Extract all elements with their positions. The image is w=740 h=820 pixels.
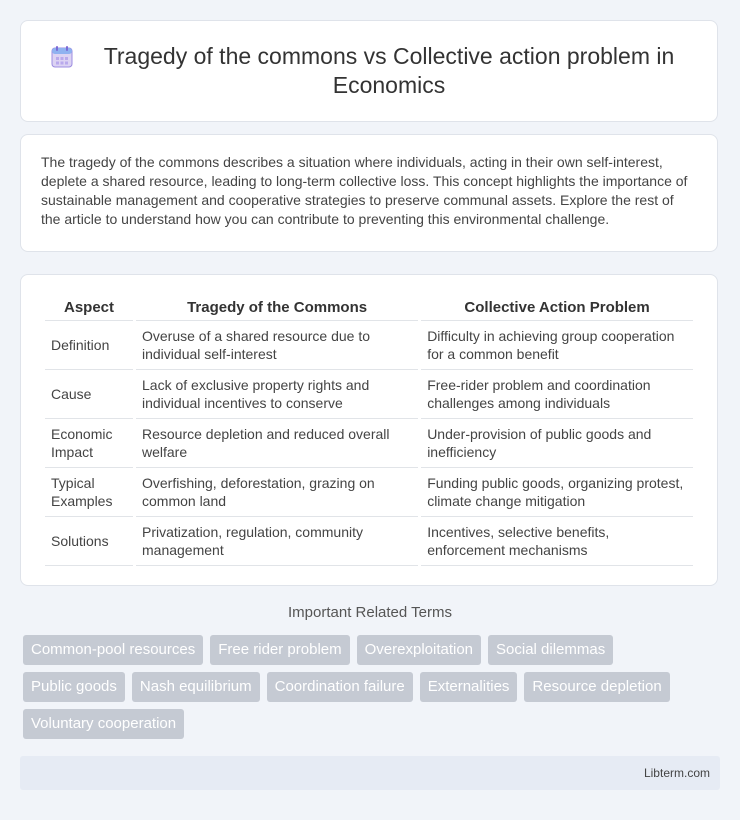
related-terms-title: Important Related Terms <box>288 604 452 621</box>
table-cell: Under-provision of public goods and inefficiency <box>421 419 693 468</box>
table-header-row <box>45 295 693 321</box>
table-row <box>45 321 693 370</box>
title-wrap <box>29 42 709 100</box>
footer <box>20 756 720 790</box>
related-terms-list <box>20 635 720 739</box>
table-cell: Lack of exclusive property rights and individual incentives to conserve <box>136 370 418 419</box>
related-term-tag[interactable]: Common-pool resources <box>23 635 203 665</box>
related-term-tag[interactable]: Public goods <box>23 672 125 702</box>
table-cell-aspect: Solutions <box>45 517 133 566</box>
table-cell-aspect: Typical Examples <box>45 468 133 517</box>
intro-card <box>20 134 718 252</box>
intro-text: The tragedy of the commons describes a situation where individuals, acting in their own self-interest, deplete a shared resource, leading to long-term collective loss. This concept highlights the importance of sustainable management and cooperative strategies to preserve communal assets. Explore the rest of the article to understand how you can contribute to preventing this environmental challenge. <box>41 154 688 227</box>
table-cell: Overuse of a shared resource due to individual self-interest <box>136 321 418 370</box>
related-term-tag[interactable]: Nash equilibrium <box>132 672 260 702</box>
comparison-table-card <box>20 274 718 586</box>
table-cell: Overfishing, deforestation, grazing on common land <box>136 468 418 517</box>
calendar-icon <box>49 44 75 70</box>
page-title: Tragedy of the commons vs Collective action problem in Economics <box>103 43 675 98</box>
table-cell: Privatization, regulation, community management <box>136 517 418 566</box>
table-cell: Free-rider problem and coordination challenges among individuals <box>421 370 693 419</box>
table-cell-aspect: Cause <box>45 370 133 419</box>
footer-site-link[interactable]: Libterm.com <box>643 766 710 780</box>
table-cell: Resource depletion and reduced overall welfare <box>136 419 418 468</box>
table-row <box>45 370 693 419</box>
table-header-aspect: Aspect <box>45 295 133 321</box>
comparison-table <box>42 295 696 566</box>
table-cell: Incentives, selective benefits, enforcement mechanisms <box>421 517 693 566</box>
related-term-tag[interactable]: Externalities <box>420 672 518 702</box>
related-term-tag[interactable]: Social dilemmas <box>488 635 613 665</box>
related-term-tag[interactable]: Coordination failure <box>267 672 413 702</box>
related-term-tag[interactable]: Overexploitation <box>357 635 481 665</box>
table-cell-aspect: Definition <box>45 321 133 370</box>
related-term-tag[interactable]: Free rider problem <box>210 635 349 665</box>
table-row <box>45 419 693 468</box>
related-term-tag[interactable]: Voluntary cooperation <box>23 709 184 739</box>
related-terms-section <box>20 604 720 739</box>
title-card <box>20 20 718 122</box>
table-header-collective: Collective Action Problem <box>421 295 693 321</box>
table-row <box>45 517 693 566</box>
table-header-tragedy: Tragedy of the Commons <box>136 295 418 321</box>
table-row <box>45 468 693 517</box>
table-cell: Funding public goods, organizing protest, climate change mitigation <box>421 468 693 517</box>
table-cell-aspect: Economic Impact <box>45 419 133 468</box>
table-cell: Difficulty in achieving group cooperation for a common benefit <box>421 321 693 370</box>
related-term-tag[interactable]: Resource depletion <box>524 672 669 702</box>
